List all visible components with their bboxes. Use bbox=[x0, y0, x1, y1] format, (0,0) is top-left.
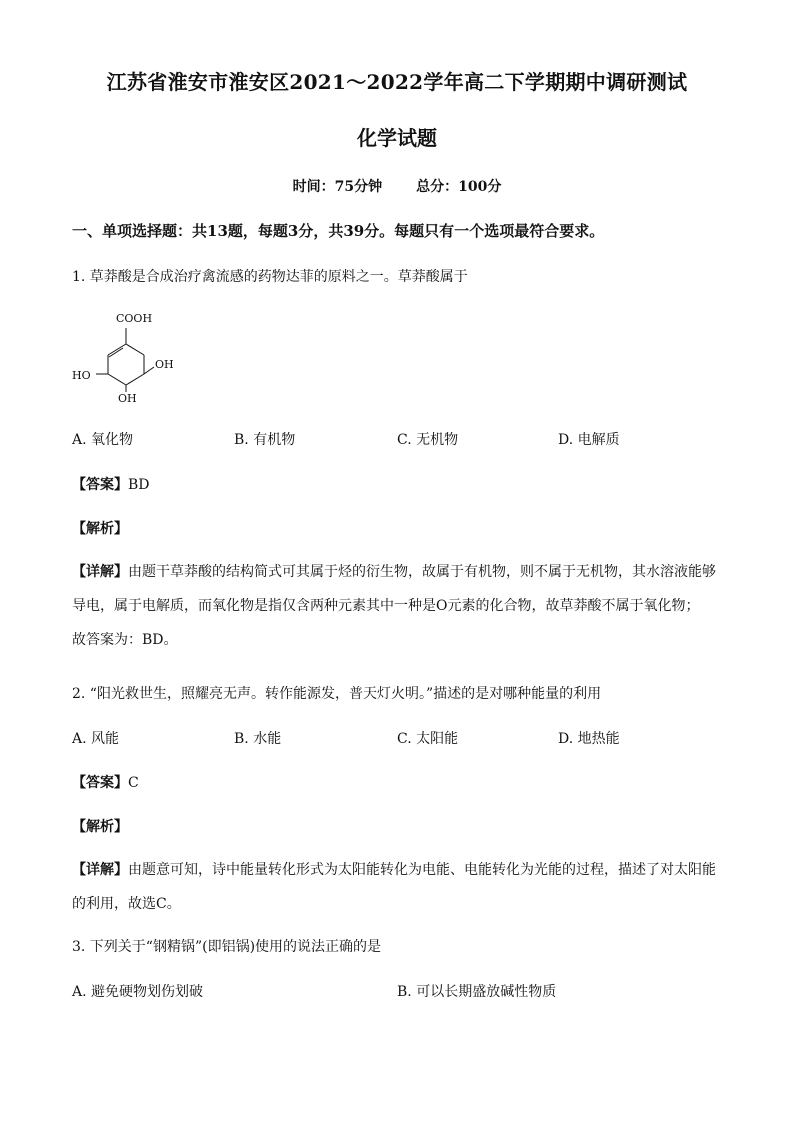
q1-detail-tag: 【详解】 bbox=[72, 564, 128, 580]
q1-detail-line3: 故答案为：BD。 bbox=[72, 632, 178, 648]
exam-subtitle: 化学试题 bbox=[357, 126, 437, 150]
shikimic-acid-structure bbox=[68, 300, 188, 410]
q2-answer bbox=[72, 772, 139, 792]
q2-option-c: C. 太阳能 bbox=[397, 731, 459, 747]
q2-detail-tag: 【详解】 bbox=[72, 862, 128, 878]
q1-detail-line2: 导电，属于电解质，而氧化物是指仅含两种元素其中一种是O元素的化合物，故草莽酸不属于氧化物； bbox=[72, 598, 700, 614]
q2-detail-line1 bbox=[72, 853, 722, 887]
cooh-label: COOH bbox=[116, 312, 153, 325]
exam-title: 江苏省淮安市淮安区2021～2022学年高二下学期期中调研测试 bbox=[106, 70, 688, 94]
q1-detail-text1: 由题干草莽酸的结构简式可其属于烃的衍生物，故属于有机物，则不属于无机物，其水溶液能够 bbox=[128, 564, 716, 580]
oh-bottom-label: OH bbox=[118, 392, 137, 405]
ho-label: HO bbox=[72, 369, 91, 382]
q1-stem: 1. 草莽酸是合成治疗禽流感的药物达菲的原料之一。草莽酸属于 bbox=[72, 269, 468, 285]
q2-answer-value: C bbox=[128, 775, 139, 791]
q2-stem: 2. “阳光救世生，照耀亮无声。转作能源发，普天灯火明。”描述的是对哪种能量的利用 bbox=[72, 686, 602, 702]
q1-detail bbox=[72, 555, 722, 657]
q2-option-a: A. 风能 bbox=[72, 731, 120, 747]
section-heading: 一、单项选择题：共13题，每题3分，共39分。每题只有一个选项最符合要求。 bbox=[72, 222, 605, 240]
q2-detail-line2: 的利用，故选C。 bbox=[72, 896, 181, 912]
q2-option-d: D. 地热能 bbox=[558, 731, 620, 747]
q1-answer-value: BD bbox=[128, 477, 150, 493]
q1-analysis-tag: 【解析】 bbox=[72, 521, 128, 537]
q1-option-b: B. 有机物 bbox=[234, 432, 296, 448]
q3-option-a: A. 避免硬物划伤划破 bbox=[72, 984, 204, 1000]
exam-meta bbox=[0, 176, 794, 196]
q2-analysis-tag: 【解析】 bbox=[72, 819, 128, 835]
q2-answer-tag: 【答案】 bbox=[72, 775, 128, 791]
q1-option-a: A. 氧化物 bbox=[72, 432, 134, 448]
q1-option-c: C. 无机物 bbox=[397, 432, 459, 448]
q2-detail bbox=[72, 853, 722, 921]
q3-stem: 3. 下列关于“钢精锅”(即铝锅)使用的说法正确的是 bbox=[72, 939, 382, 955]
exam-time: 时间：75分钟 bbox=[292, 179, 383, 195]
q3-option-b: B. 可以长期盛放碱性物质 bbox=[397, 984, 557, 1000]
q2-detail-text1: 由题意可知，诗中能量转化形式为太阳能转化为电能、电能转化为光能的过程，描述了对太阳能 bbox=[128, 862, 716, 878]
q1-answer-tag: 【答案】 bbox=[72, 477, 128, 493]
q2-option-b: B. 水能 bbox=[234, 731, 282, 747]
q1-option-d: D. 电解质 bbox=[558, 432, 620, 448]
oh-right-label: OH bbox=[155, 358, 174, 371]
q1-answer bbox=[72, 474, 150, 494]
q1-detail-line1 bbox=[72, 555, 722, 589]
exam-score: 总分：100分 bbox=[416, 179, 502, 195]
